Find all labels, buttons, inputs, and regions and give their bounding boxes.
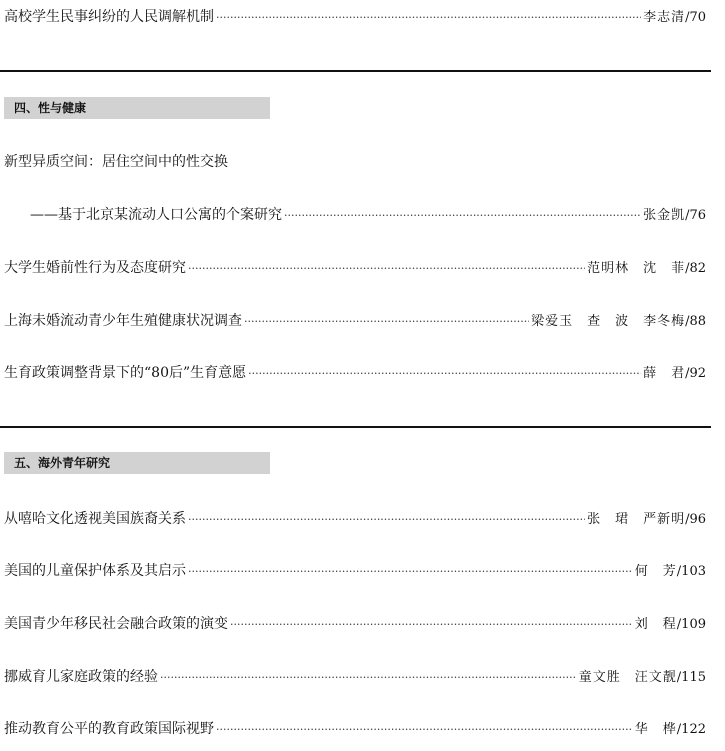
entry-author: 梁爱玉 查 波 李冬梅: [531, 314, 686, 329]
dot-leader: [230, 616, 633, 634]
toc-entry[interactable]: [4, 615, 706, 634]
entry-author: 何 芳: [634, 564, 677, 579]
entry-page: /70: [685, 10, 706, 25]
section-heading: 五、海外青年研究: [4, 452, 270, 474]
dot-leader: [284, 207, 641, 225]
dot-leader: [160, 669, 577, 687]
dot-leader: [188, 511, 585, 529]
toc-entry[interactable]: [30, 206, 706, 225]
entry-page: /115: [676, 670, 706, 685]
entry-author: 张 珺 严新明: [587, 512, 686, 527]
entry-page: /109: [676, 617, 706, 632]
entry-title: 生育政策调整背景下的“80后”生育意愿: [4, 365, 247, 381]
entry-title: 高校学生民事纠纷的人民调解机制: [4, 9, 214, 25]
entry-title: 从嘻哈文化透视美国族裔关系: [4, 511, 186, 527]
entry-page: /92: [685, 366, 706, 381]
entry-title[interactable]: 新型异质空间：居住空间中的性交换: [4, 154, 228, 170]
entry-author: 李志清: [643, 10, 686, 25]
dot-leader: [248, 365, 641, 383]
toc-entry[interactable]: [4, 8, 706, 27]
dot-leader: [216, 721, 633, 739]
toc-entry[interactable]: [4, 562, 706, 581]
entry-page: /103: [676, 564, 706, 579]
entry-author: 薛 君: [643, 366, 686, 381]
entry-author: 华 桦: [634, 722, 677, 737]
toc-entry[interactable]: [4, 312, 706, 331]
entry-page: /122: [676, 722, 706, 737]
entry-author: 张金凯: [643, 208, 686, 223]
entry-page: /96: [685, 512, 706, 527]
toc-entry[interactable]: [4, 259, 706, 278]
entry-author: 范明林 沈 菲: [587, 261, 686, 276]
entry-title: 美国青少年移民社会融合政策的演变: [4, 616, 228, 632]
entry-title: 大学生婚前性行为及态度研究: [4, 260, 186, 276]
dot-leader: [188, 563, 633, 581]
entry-author: 刘 程: [634, 617, 677, 632]
section-heading: 四、性与健康: [4, 97, 270, 119]
entry-title: 上海未婚流动青少年生殖健康状况调查: [4, 313, 242, 329]
dot-leader: [188, 260, 585, 278]
toc-entry[interactable]: [4, 720, 706, 739]
entry-subtitle: ——基于北京某流动人口公寓的个案研究: [30, 207, 282, 223]
entry-title: 推动教育公平的教育政策国际视野: [4, 721, 214, 737]
section-divider: [0, 426, 711, 428]
dot-leader: [244, 313, 529, 331]
entry-title: 挪威育儿家庭政策的经验: [4, 669, 158, 685]
entry-author: 童文胜 汪文靓: [578, 670, 677, 685]
entry-page: /76: [685, 208, 706, 223]
entry-page: /82: [685, 261, 706, 276]
toc-entry[interactable]: [4, 668, 706, 687]
entry-page: /88: [685, 314, 706, 329]
toc-entry[interactable]: [4, 364, 706, 383]
dot-leader: [216, 9, 641, 27]
toc-entry[interactable]: [4, 510, 706, 529]
section-divider: [0, 70, 711, 72]
entry-title: 美国的儿童保护体系及其启示: [4, 563, 186, 579]
